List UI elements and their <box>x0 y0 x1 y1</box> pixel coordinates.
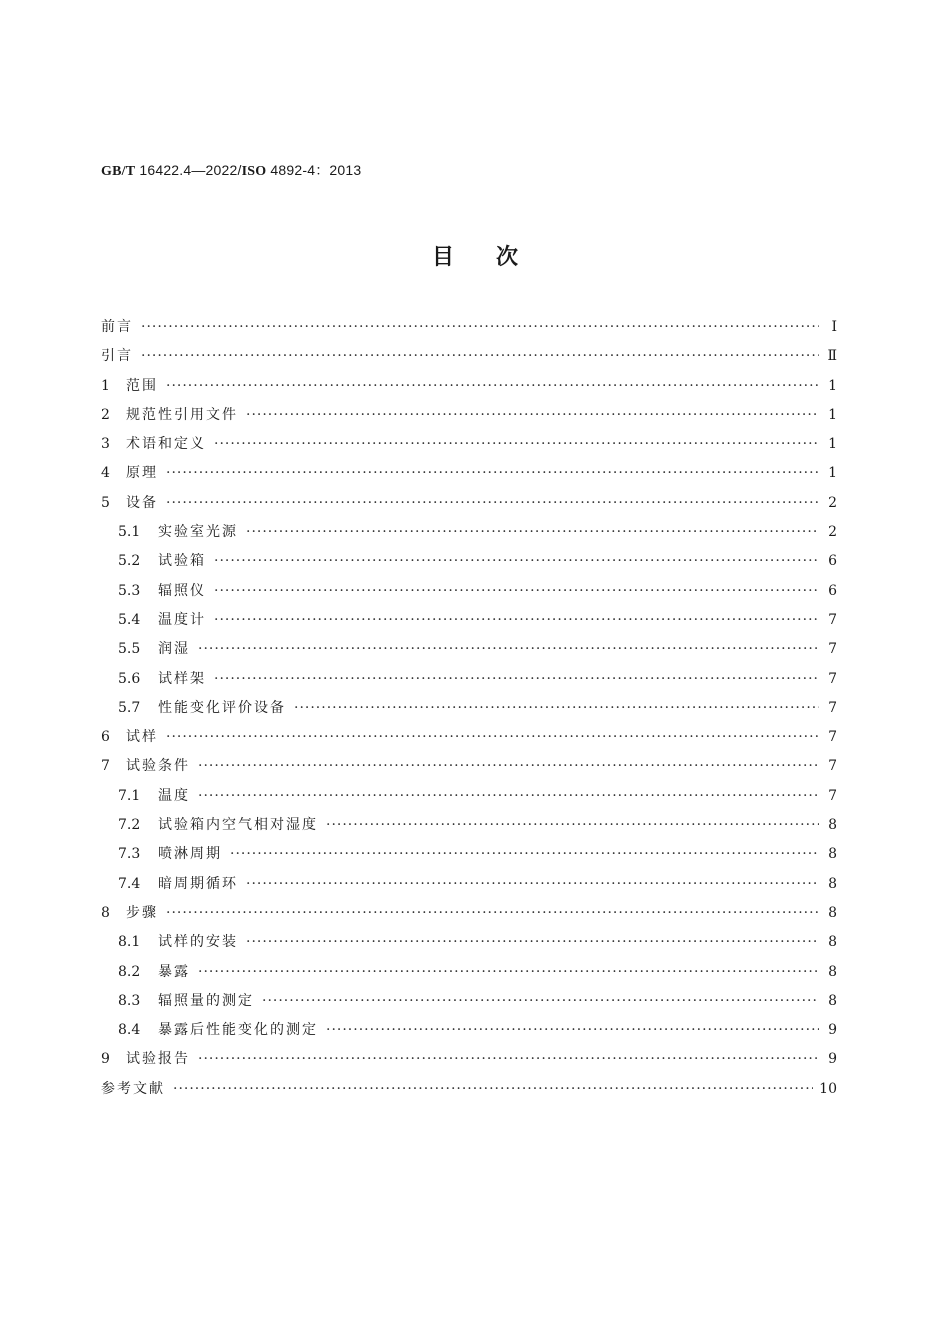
toc-entry-number: 8.1 <box>118 934 141 951</box>
toc-entry-label: 试样架 <box>158 670 206 687</box>
toc-entry-label: 润湿 <box>158 641 190 658</box>
toc-leader-dots <box>198 641 819 657</box>
toc-entry[interactable] <box>101 697 837 726</box>
toc-entry-page: Ⅰ <box>831 319 837 335</box>
table-of-contents <box>101 316 837 1107</box>
toc-entry[interactable] <box>101 492 837 521</box>
toc-entry-page: 8 <box>828 817 837 834</box>
toc-entry-page: 8 <box>828 992 837 1009</box>
standard-header <box>101 160 361 180</box>
toc-entry[interactable] <box>101 1048 837 1077</box>
toc-leader-dots <box>214 583 819 599</box>
toc-entry-number: 6 <box>101 729 110 746</box>
toc-entry-number: 5.3 <box>118 582 141 599</box>
toc-entry-label: 暴露 <box>158 963 190 980</box>
toc-entry[interactable] <box>101 843 837 872</box>
toc-entry-number: 5.4 <box>118 611 141 628</box>
toc-entry-page: 9 <box>828 1051 837 1068</box>
toc-entry[interactable] <box>101 931 837 960</box>
toc-leader-dots <box>246 407 819 423</box>
toc-entry-page: 7 <box>828 670 837 687</box>
toc-entry-page: 6 <box>828 582 837 599</box>
toc-entry[interactable] <box>101 873 837 902</box>
toc-entry-label: 试验箱 <box>158 553 206 570</box>
toc-entry-number: 5.6 <box>118 670 141 687</box>
toc-leader-dots <box>198 1051 819 1067</box>
toc-entry-label: 辐照量的测定 <box>158 992 254 1009</box>
toc-entry-number: 5.7 <box>118 699 141 716</box>
iso-prefix: ISO <box>241 164 267 179</box>
toc-entry[interactable] <box>101 638 837 667</box>
toc-entry[interactable] <box>101 521 837 550</box>
toc-leader-dots <box>166 905 819 921</box>
toc-entry[interactable] <box>101 755 837 784</box>
toc-leader-dots <box>326 1022 819 1038</box>
toc-entry[interactable] <box>101 404 837 433</box>
toc-entry-label: 试样的安装 <box>158 934 238 951</box>
toc-entry[interactable] <box>101 902 837 931</box>
toc-leader-dots <box>326 817 819 833</box>
toc-entry-page: 1 <box>828 377 837 394</box>
toc-entry-label: 规范性引用文件 <box>126 406 238 423</box>
toc-entry-page: 7 <box>828 641 837 658</box>
toc-leader-dots <box>214 553 819 569</box>
toc-entry-number: 7.3 <box>118 846 141 863</box>
toc-entry[interactable] <box>101 550 837 579</box>
standard-number: 16422.4—2022/ <box>135 162 242 178</box>
toc-entry-page: 8 <box>828 963 837 980</box>
toc-entry-number: 9 <box>101 1051 110 1068</box>
toc-entry-label: 试验报告 <box>126 1051 190 1068</box>
toc-entry-number: 8 <box>101 904 110 921</box>
toc-entry-label: 前言 <box>101 319 133 335</box>
toc-entry-label: 步骤 <box>126 904 158 921</box>
toc-entry-page: 2 <box>828 494 837 511</box>
iso-number: 4892-4：2013 <box>266 162 362 178</box>
toc-entry-label: 范围 <box>126 377 158 394</box>
toc-entry-label: 辐照仪 <box>158 582 206 599</box>
toc-leader-dots <box>141 319 819 335</box>
toc-entry[interactable] <box>101 668 837 697</box>
toc-title: 目次 <box>431 245 560 270</box>
toc-entry-page: 10 <box>819 1080 837 1097</box>
toc-entry-page: 6 <box>828 553 837 570</box>
toc-entry-page: 8 <box>828 846 837 863</box>
toc-entry-page: 2 <box>828 524 837 541</box>
toc-entry-number: 3 <box>101 436 110 453</box>
toc-entry[interactable] <box>101 1078 837 1107</box>
toc-entry-number: 1 <box>101 377 110 394</box>
toc-entry-page: 8 <box>828 934 837 951</box>
toc-entry-page: 7 <box>828 729 837 746</box>
toc-entry[interactable] <box>101 433 837 462</box>
toc-entry-number: 8.2 <box>118 963 141 980</box>
toc-entry-page: Ⅱ <box>827 348 837 365</box>
toc-entry[interactable] <box>101 345 837 374</box>
toc-entry-label: 实验室光源 <box>158 524 238 541</box>
toc-entry-page: 7 <box>828 758 837 775</box>
toc-leader-dots <box>246 524 819 540</box>
toc-entry[interactable] <box>101 990 837 1019</box>
toc-leader-dots <box>294 700 819 716</box>
toc-leader-dots <box>214 612 819 628</box>
toc-leader-dots <box>198 964 819 980</box>
toc-leader-dots <box>141 348 819 364</box>
toc-entry-number: 7.1 <box>118 787 141 804</box>
toc-entry-page: 9 <box>828 1022 837 1039</box>
toc-entry[interactable] <box>101 726 837 755</box>
toc-entry-label: 试验箱内空气相对湿度 <box>158 817 318 834</box>
toc-entry-page: 8 <box>828 875 837 892</box>
toc-leader-dots <box>166 729 819 745</box>
toc-leader-dots <box>246 934 819 950</box>
toc-entry-label: 设备 <box>126 494 158 511</box>
toc-leader-dots <box>173 1081 813 1097</box>
toc-entry-label: 暗周期循环 <box>158 875 238 892</box>
toc-entry-number: 7 <box>101 758 110 775</box>
toc-entry-label: 术语和定义 <box>126 436 206 453</box>
toc-leader-dots <box>166 495 819 511</box>
toc-entry-number: 8.3 <box>118 992 141 1009</box>
toc-entry-label: 温度 <box>158 787 190 804</box>
toc-entry-number: 7.4 <box>118 875 141 892</box>
toc-entry[interactable] <box>101 375 837 404</box>
toc-leader-dots <box>214 671 819 687</box>
toc-entry-number: 5.5 <box>118 641 141 658</box>
toc-leader-dots <box>230 846 819 862</box>
toc-entry[interactable] <box>101 462 837 491</box>
toc-entry-label: 原理 <box>126 465 158 482</box>
toc-leader-dots <box>214 436 819 452</box>
toc-entry[interactable] <box>101 580 837 609</box>
toc-entry-label: 温度计 <box>158 611 206 628</box>
toc-entry-label: 性能变化评价设备 <box>158 699 286 716</box>
toc-entry-number: 8.4 <box>118 1022 141 1039</box>
toc-leader-dots <box>166 378 819 394</box>
toc-entry-label: 试验条件 <box>126 758 190 775</box>
toc-entry-number: 5.1 <box>118 524 141 541</box>
toc-entry-number: 5.2 <box>118 553 141 570</box>
standard-prefix: GB/T <box>101 164 136 179</box>
toc-entry-page: 7 <box>828 611 837 628</box>
toc-leader-dots <box>166 465 819 481</box>
toc-leader-dots <box>198 758 819 774</box>
toc-entry[interactable] <box>101 814 837 843</box>
toc-entry[interactable] <box>101 785 837 814</box>
toc-leader-dots <box>198 788 819 804</box>
toc-entry-label: 参考文献 <box>101 1080 165 1097</box>
toc-entry-label: 暴露后性能变化的测定 <box>158 1022 318 1039</box>
toc-entry-number: 7.2 <box>118 817 141 834</box>
toc-entry-page: 1 <box>828 436 837 453</box>
toc-leader-dots <box>246 876 819 892</box>
toc-entry[interactable] <box>101 316 837 345</box>
toc-entry-number: 2 <box>101 406 110 423</box>
toc-entry-number: 5 <box>101 494 110 511</box>
toc-entry-page: 8 <box>828 904 837 921</box>
toc-entry[interactable] <box>101 1019 837 1048</box>
toc-entry-page: 1 <box>828 465 837 482</box>
toc-entry-label: 试样 <box>126 729 158 746</box>
toc-entry[interactable] <box>101 961 837 990</box>
toc-entry-number: 4 <box>101 465 110 482</box>
toc-entry-label: 喷淋周期 <box>158 846 222 863</box>
toc-entry-page: 1 <box>828 406 837 423</box>
toc-entry-page: 7 <box>828 787 837 804</box>
toc-entry[interactable] <box>101 609 837 638</box>
toc-entry-page: 7 <box>828 699 837 716</box>
toc-leader-dots <box>262 993 819 1009</box>
toc-entry-label: 引言 <box>101 348 133 365</box>
